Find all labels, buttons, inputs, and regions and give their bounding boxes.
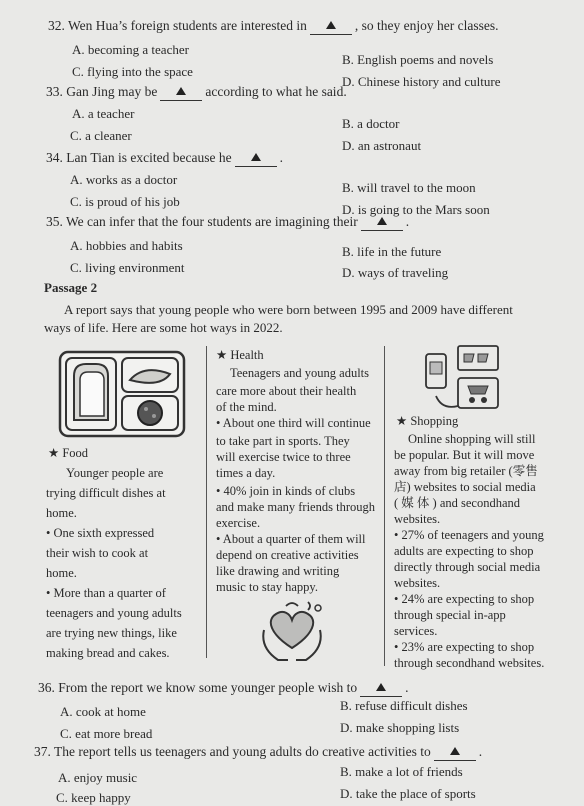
option-b: B. make a lot of friends bbox=[340, 764, 463, 779]
option-c: C. is proud of his job bbox=[70, 194, 180, 209]
health-text: and make many friends through bbox=[216, 500, 375, 514]
column-divider bbox=[384, 346, 385, 666]
option-d: D. an astronaut bbox=[342, 138, 422, 153]
option-b: B. will travel to the moon bbox=[342, 180, 476, 195]
option-b: B. refuse difficult dishes bbox=[340, 698, 468, 713]
shopping-text: websites. bbox=[394, 576, 441, 590]
shopping-text: adults are expecting to shop bbox=[394, 544, 534, 558]
stem-text: , so they enjoy her classes. bbox=[354, 18, 499, 33]
stem-text: Gan Jing may be bbox=[66, 84, 158, 99]
stem-text: From the report we know some younger people wish to bbox=[58, 680, 358, 695]
shopping-text: Online shopping will still bbox=[408, 432, 536, 446]
option-d: D. Chinese history and culture bbox=[342, 74, 501, 89]
option-a: A. cook at home bbox=[60, 704, 146, 719]
option-a: A. works as a doctor bbox=[70, 172, 178, 187]
answer-blank bbox=[235, 150, 277, 167]
food-heading: ★ Food bbox=[48, 446, 89, 460]
passage-title: Passage 2 bbox=[44, 280, 98, 295]
answer-blank bbox=[360, 680, 402, 697]
health-text: Teenagers and young adults bbox=[230, 366, 370, 380]
passage-intro-line2: ways of life. Here are some hot ways in 2022. bbox=[44, 320, 283, 335]
shopping-text: away from big retailer (零售 bbox=[394, 464, 538, 478]
stem-text: We can infer that the four students are imagining their bbox=[66, 214, 358, 229]
food-text: making bread and cakes. bbox=[46, 646, 170, 660]
triangle-icon bbox=[326, 21, 336, 29]
shopping-text: through special in-app bbox=[394, 608, 506, 622]
health-text: will exercise twice to three bbox=[216, 450, 351, 464]
question-34-stem bbox=[46, 150, 283, 167]
health-text: of the mind. bbox=[216, 400, 277, 414]
shopping-text: through secondhand websites. bbox=[394, 656, 545, 670]
food-text: their wish to cook at bbox=[46, 546, 149, 560]
health-text: like drawing and writing bbox=[216, 564, 340, 578]
food-text: • More than a quarter of bbox=[46, 586, 166, 600]
health-heading: ★ Health bbox=[216, 348, 264, 362]
answer-blank bbox=[361, 214, 403, 231]
online-shopping-icon bbox=[420, 344, 502, 416]
health-text: • 40% join in kinds of clubs bbox=[216, 484, 356, 498]
stem-text: . bbox=[279, 150, 283, 165]
column-divider bbox=[206, 346, 207, 658]
shopping-text: 店) websites to social media bbox=[394, 480, 536, 494]
option-c: C. keep happy bbox=[56, 790, 131, 805]
option-b: B. English poems and novels bbox=[342, 52, 494, 67]
shopping-text: websites. bbox=[394, 512, 441, 526]
option-a: A. becoming a teacher bbox=[72, 42, 189, 57]
health-text: care more about their health bbox=[216, 384, 357, 398]
option-c: C. living environment bbox=[70, 260, 185, 275]
health-text: times a day. bbox=[216, 466, 276, 480]
answer-blank bbox=[160, 84, 202, 101]
answer-blank bbox=[434, 744, 476, 761]
option-a: A. a teacher bbox=[72, 106, 135, 121]
shopping-text: directly through social media bbox=[394, 560, 541, 574]
question-number: 35. bbox=[46, 214, 63, 229]
option-c: C. a cleaner bbox=[70, 128, 132, 143]
question-37-stem bbox=[34, 744, 482, 761]
lunchbox-icon bbox=[58, 350, 186, 438]
health-text: • About one third will continue bbox=[216, 416, 371, 430]
question-number: 34. bbox=[46, 150, 63, 165]
shopping-text: ( 媒 体 ) and secondhand bbox=[394, 496, 521, 510]
food-text: home. bbox=[46, 566, 77, 580]
shopping-text: • 23% are expecting to shop bbox=[394, 640, 535, 654]
health-text: • About a quarter of them will bbox=[216, 532, 366, 546]
option-d: D. take the place of sports bbox=[340, 786, 476, 801]
question-number: 33. bbox=[46, 84, 63, 99]
option-b: B. a doctor bbox=[342, 116, 400, 131]
food-text: • One sixth expressed bbox=[46, 526, 155, 540]
health-text: depend on creative activities bbox=[216, 548, 359, 562]
health-text: exercise. bbox=[216, 516, 261, 530]
food-text: are trying new things, like bbox=[46, 626, 177, 640]
food-text: teenagers and young adults bbox=[46, 606, 182, 620]
food-text: home. bbox=[46, 506, 77, 520]
question-number: 36. bbox=[38, 680, 55, 695]
answer-blank bbox=[310, 18, 352, 35]
health-text: music to stay happy. bbox=[216, 580, 318, 594]
question-number: 32. bbox=[48, 18, 65, 33]
question-35-stem bbox=[46, 214, 409, 231]
stem-text: Lan Tian is excited because he bbox=[66, 150, 232, 165]
passage-intro-line1: A report says that young people who were born between 1995 and 2009 have different bbox=[64, 302, 513, 317]
triangle-icon bbox=[176, 87, 186, 95]
health-text: to take part in sports. They bbox=[216, 434, 350, 448]
food-text: Younger people are bbox=[66, 466, 164, 480]
stem-text: Wen Hua’s foreign students are interested in bbox=[68, 18, 307, 33]
stem-text: . bbox=[478, 744, 483, 759]
question-number: 37. bbox=[34, 744, 51, 759]
shopping-text: • 27% of teenagers and young bbox=[394, 528, 544, 542]
shopping-text: be popular. But it will move bbox=[394, 448, 535, 462]
shopping-heading: ★ Shopping bbox=[396, 414, 459, 428]
option-c: C. flying into the space bbox=[72, 64, 193, 79]
stem-text: The report tells us teenagers and young adults do creative activities to bbox=[54, 744, 431, 759]
shopping-text: services. bbox=[394, 624, 438, 638]
stem-text: . bbox=[405, 214, 410, 229]
option-b: B. life in the future bbox=[342, 244, 442, 259]
option-d: D. is going to the Mars soon bbox=[342, 202, 490, 217]
shopping-text: • 24% are expecting to shop bbox=[394, 592, 535, 606]
question-33-stem bbox=[46, 84, 347, 101]
triangle-icon bbox=[376, 683, 386, 691]
stem-text: according to what he said. bbox=[205, 84, 347, 99]
question-36-stem bbox=[38, 680, 408, 697]
option-a: A. enjoy music bbox=[58, 770, 138, 785]
food-text: trying difficult dishes at bbox=[46, 486, 166, 500]
triangle-icon bbox=[450, 747, 460, 755]
question-32-stem bbox=[48, 18, 498, 35]
option-a: A. hobbies and habits bbox=[70, 238, 183, 253]
option-d: D. make shopping lists bbox=[340, 720, 460, 735]
triangle-icon bbox=[251, 153, 261, 161]
triangle-icon bbox=[377, 217, 387, 225]
heart-hands-icon bbox=[256, 596, 328, 668]
option-c: C. eat more bread bbox=[60, 726, 153, 741]
option-d: D. ways of traveling bbox=[342, 265, 449, 280]
stem-text: . bbox=[405, 680, 409, 695]
